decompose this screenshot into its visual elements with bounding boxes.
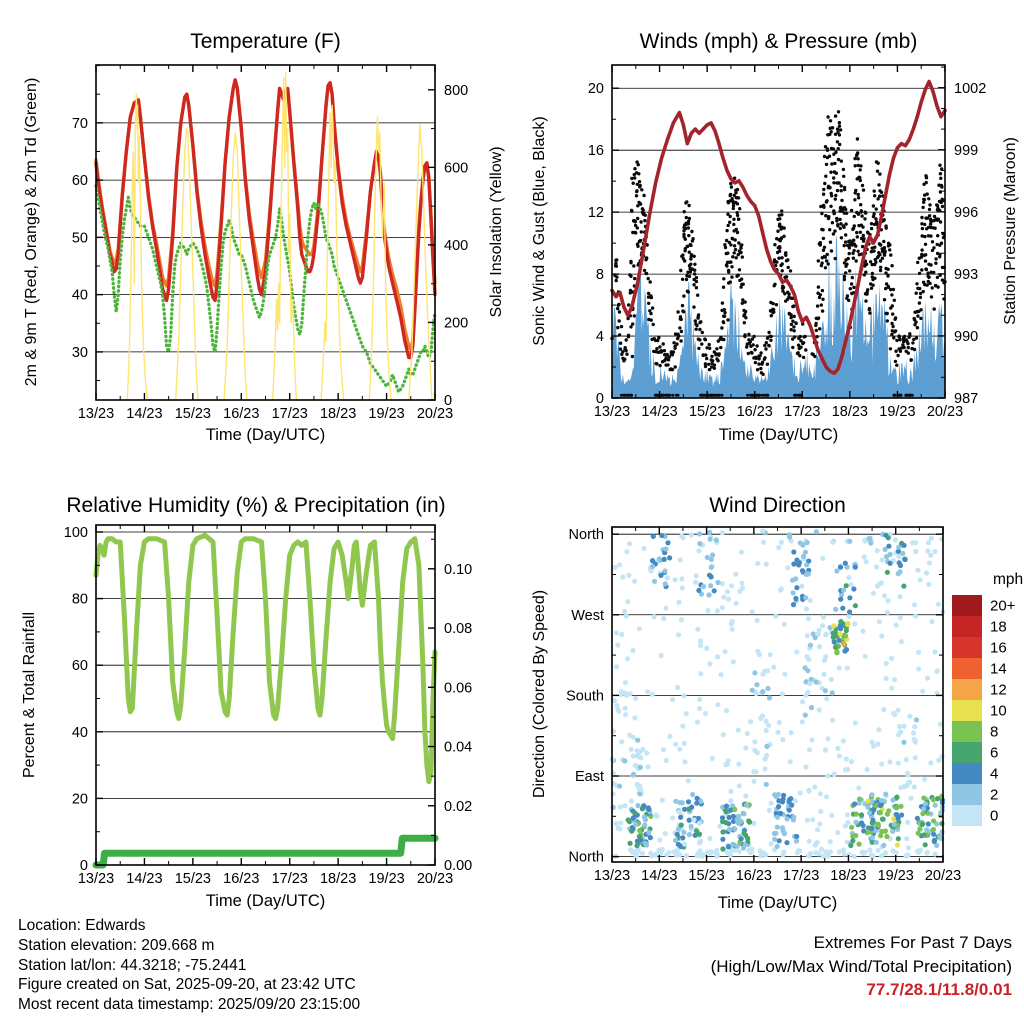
- svg-text:20/23: 20/23: [416, 406, 454, 422]
- wind-direction-title: Wind Direction: [709, 494, 846, 517]
- svg-text:South: South: [566, 688, 604, 705]
- svg-text:2: 2: [990, 786, 999, 804]
- wind-direction-xlabel: Time (Day/UTC): [717, 894, 838, 912]
- station-info: [18, 916, 360, 1015]
- svg-text:17/23: 17/23: [782, 868, 820, 884]
- svg-text:600: 600: [444, 160, 469, 177]
- svg-text:0.06: 0.06: [444, 680, 473, 697]
- svg-text:30: 30: [71, 344, 88, 361]
- humidity-xlabel: Time (Day/UTC): [205, 892, 326, 910]
- svg-text:16: 16: [587, 143, 604, 160]
- temperature-title: Temperature (F): [190, 30, 341, 53]
- svg-text:18/23: 18/23: [319, 871, 357, 887]
- svg-text:18/23: 18/23: [831, 404, 869, 420]
- svg-text:14/23: 14/23: [126, 871, 163, 887]
- extremes-title: Extremes For Past 7 Days: [813, 933, 1012, 952]
- svg-text:18/23: 18/23: [319, 406, 357, 422]
- svg-text:20: 20: [71, 791, 88, 808]
- svg-text:14: 14: [990, 660, 1007, 678]
- svg-text:12: 12: [990, 681, 1007, 699]
- svg-text:60: 60: [71, 658, 88, 675]
- svg-text:0.04: 0.04: [444, 739, 473, 756]
- svg-text:400: 400: [444, 237, 469, 254]
- svg-text:East: East: [574, 769, 604, 786]
- svg-text:15/23: 15/23: [174, 406, 212, 422]
- svg-text:15/23: 15/23: [688, 404, 726, 420]
- svg-text:19/23: 19/23: [879, 404, 916, 420]
- svg-text:10: 10: [990, 702, 1007, 720]
- svg-text:0.08: 0.08: [444, 621, 473, 638]
- svg-text:4: 4: [595, 329, 604, 346]
- svg-text:60: 60: [71, 173, 88, 190]
- svg-text:16: 16: [990, 639, 1007, 657]
- svg-text:20/23: 20/23: [416, 871, 454, 887]
- figure-created: Figure created on Sat, 2025-09-20, at 23:42 UTC: [18, 976, 356, 994]
- svg-text:19/23: 19/23: [368, 406, 405, 422]
- svg-text:13/23: 13/23: [77, 406, 115, 422]
- svg-text:200: 200: [444, 315, 469, 332]
- svg-text:999: 999: [954, 142, 979, 159]
- station-latlon: Station lat/lon: 44.3218; -75.2441: [18, 956, 247, 974]
- svg-text:12: 12: [587, 205, 604, 222]
- svg-text:20: 20: [587, 81, 604, 98]
- svg-text:1002: 1002: [954, 80, 987, 97]
- svg-text:0.10: 0.10: [444, 561, 473, 578]
- svg-text:14/23: 14/23: [641, 404, 678, 420]
- panel-humidity-precip: Relative Humidity (%) & Precipitation (in) Percent & Total Rainfall Time (Day/UTC) 13/23 14/23 15/23 16/23 17/23 18/23 19/23 20/23 0 20 40 60 80 100 0.00 0.02 0.04 0.06 0.08 0.10: [0, 480, 512, 920]
- svg-text:North: North: [568, 527, 604, 544]
- svg-text:990: 990: [954, 328, 979, 345]
- panel-temperature: Temperature (F) 2m & 9m T (Red, Orange) & 2m Td (Green) Solar Insolation (Yellow) Time (Day/UTC) 13/23 14/23 15/23 16/23 17/23 18/23 19/23 20/23 30 40 50 60 70 0 200 400 600 800: [0, 0, 512, 470]
- svg-text:0: 0: [990, 807, 999, 825]
- station-location: Location: Edwards: [18, 917, 146, 934]
- data-timestamp: Most recent data timestamp: 2025/09/20 23:15:00: [18, 996, 361, 1014]
- extremes-subtitle: (High/Low/Max Wind/Total Precipitation): [710, 956, 1012, 976]
- winds-title: Winds (mph) & Pressure (mb): [639, 30, 918, 53]
- svg-text:20/23: 20/23: [926, 404, 964, 420]
- winds-plot: [512, 0, 1024, 470]
- svg-text:987: 987: [954, 391, 979, 407]
- svg-text:mph: mph: [993, 571, 1024, 588]
- svg-text:800: 800: [444, 82, 469, 99]
- svg-text:4: 4: [990, 765, 999, 783]
- humidity-title: Relative Humidity (%) & Precipitation (in): [66, 494, 446, 517]
- svg-text:8: 8: [990, 723, 999, 741]
- svg-text:0: 0: [444, 393, 453, 409]
- station-elevation: Station elevation: 209.668 m: [18, 936, 215, 954]
- svg-text:13/23: 13/23: [593, 404, 631, 420]
- svg-text:14/23: 14/23: [641, 868, 678, 884]
- svg-text:North: North: [568, 849, 604, 866]
- temperature-plot: [0, 0, 512, 470]
- svg-text:0.02: 0.02: [444, 798, 473, 815]
- panel-wind-direction: Wind Direction Direction (Colored By Speed) Time (Day/UTC) 13/23 14/23 15/23 16/23 17/23 18/23 19/23 20/23 North West South East North mph 20+ 18 16 14 12 10 8 6 4 2 0: [512, 480, 1024, 920]
- svg-text:6: 6: [990, 744, 999, 762]
- svg-text:13/23: 13/23: [593, 868, 631, 884]
- svg-text:20+: 20+: [990, 597, 1016, 615]
- svg-text:40: 40: [71, 287, 88, 304]
- extremes-block: [512, 931, 1012, 1002]
- extremes-values: 77.7/28.1/11.8/0.01: [866, 980, 1012, 999]
- svg-text:16/23: 16/23: [736, 404, 773, 420]
- svg-text:20/23: 20/23: [924, 868, 962, 884]
- svg-text:17/23: 17/23: [271, 406, 308, 422]
- svg-text:17/23: 17/23: [271, 871, 308, 887]
- svg-text:100: 100: [63, 524, 88, 541]
- svg-text:15/23: 15/23: [688, 868, 725, 884]
- winds-xlabel: Time (Day/UTC): [718, 426, 839, 444]
- svg-text:16/23: 16/23: [223, 406, 260, 422]
- svg-text:15/23: 15/23: [174, 871, 212, 887]
- svg-text:0.00: 0.00: [444, 858, 473, 874]
- wind-direction-plot: [512, 480, 1024, 920]
- svg-text:17/23: 17/23: [784, 404, 821, 420]
- svg-text:18/23: 18/23: [830, 868, 867, 884]
- svg-text:996: 996: [954, 204, 979, 221]
- svg-text:70: 70: [71, 115, 88, 132]
- svg-text:19/23: 19/23: [877, 868, 914, 884]
- svg-text:40: 40: [71, 724, 88, 741]
- temperature-xlabel: Time (Day/UTC): [205, 426, 326, 444]
- svg-text:16/23: 16/23: [735, 868, 773, 884]
- svg-text:50: 50: [71, 230, 88, 247]
- svg-text:80: 80: [71, 591, 88, 608]
- svg-text:0: 0: [595, 391, 604, 407]
- svg-text:993: 993: [954, 266, 979, 283]
- svg-text:8: 8: [595, 267, 604, 284]
- svg-text:West: West: [571, 607, 604, 624]
- svg-text:13/23: 13/23: [77, 871, 115, 887]
- humidity-plot: [0, 480, 512, 920]
- svg-text:16/23: 16/23: [223, 871, 260, 887]
- svg-text:18: 18: [990, 618, 1007, 636]
- svg-text:14/23: 14/23: [126, 406, 163, 422]
- panel-winds-pressure: Winds (mph) & Pressure (mb) Sonic Wind & Gust (Blue, Black) Station Pressure (Maroon) Time (Day/UTC) 13/23 14/23 15/23 16/23 17/23 18/23 19/23 20/23 0 4 8 12 16 20 987 990 993 996 999 1002: [512, 0, 1024, 470]
- svg-text:0: 0: [79, 858, 88, 874]
- svg-text:19/23: 19/23: [368, 871, 405, 887]
